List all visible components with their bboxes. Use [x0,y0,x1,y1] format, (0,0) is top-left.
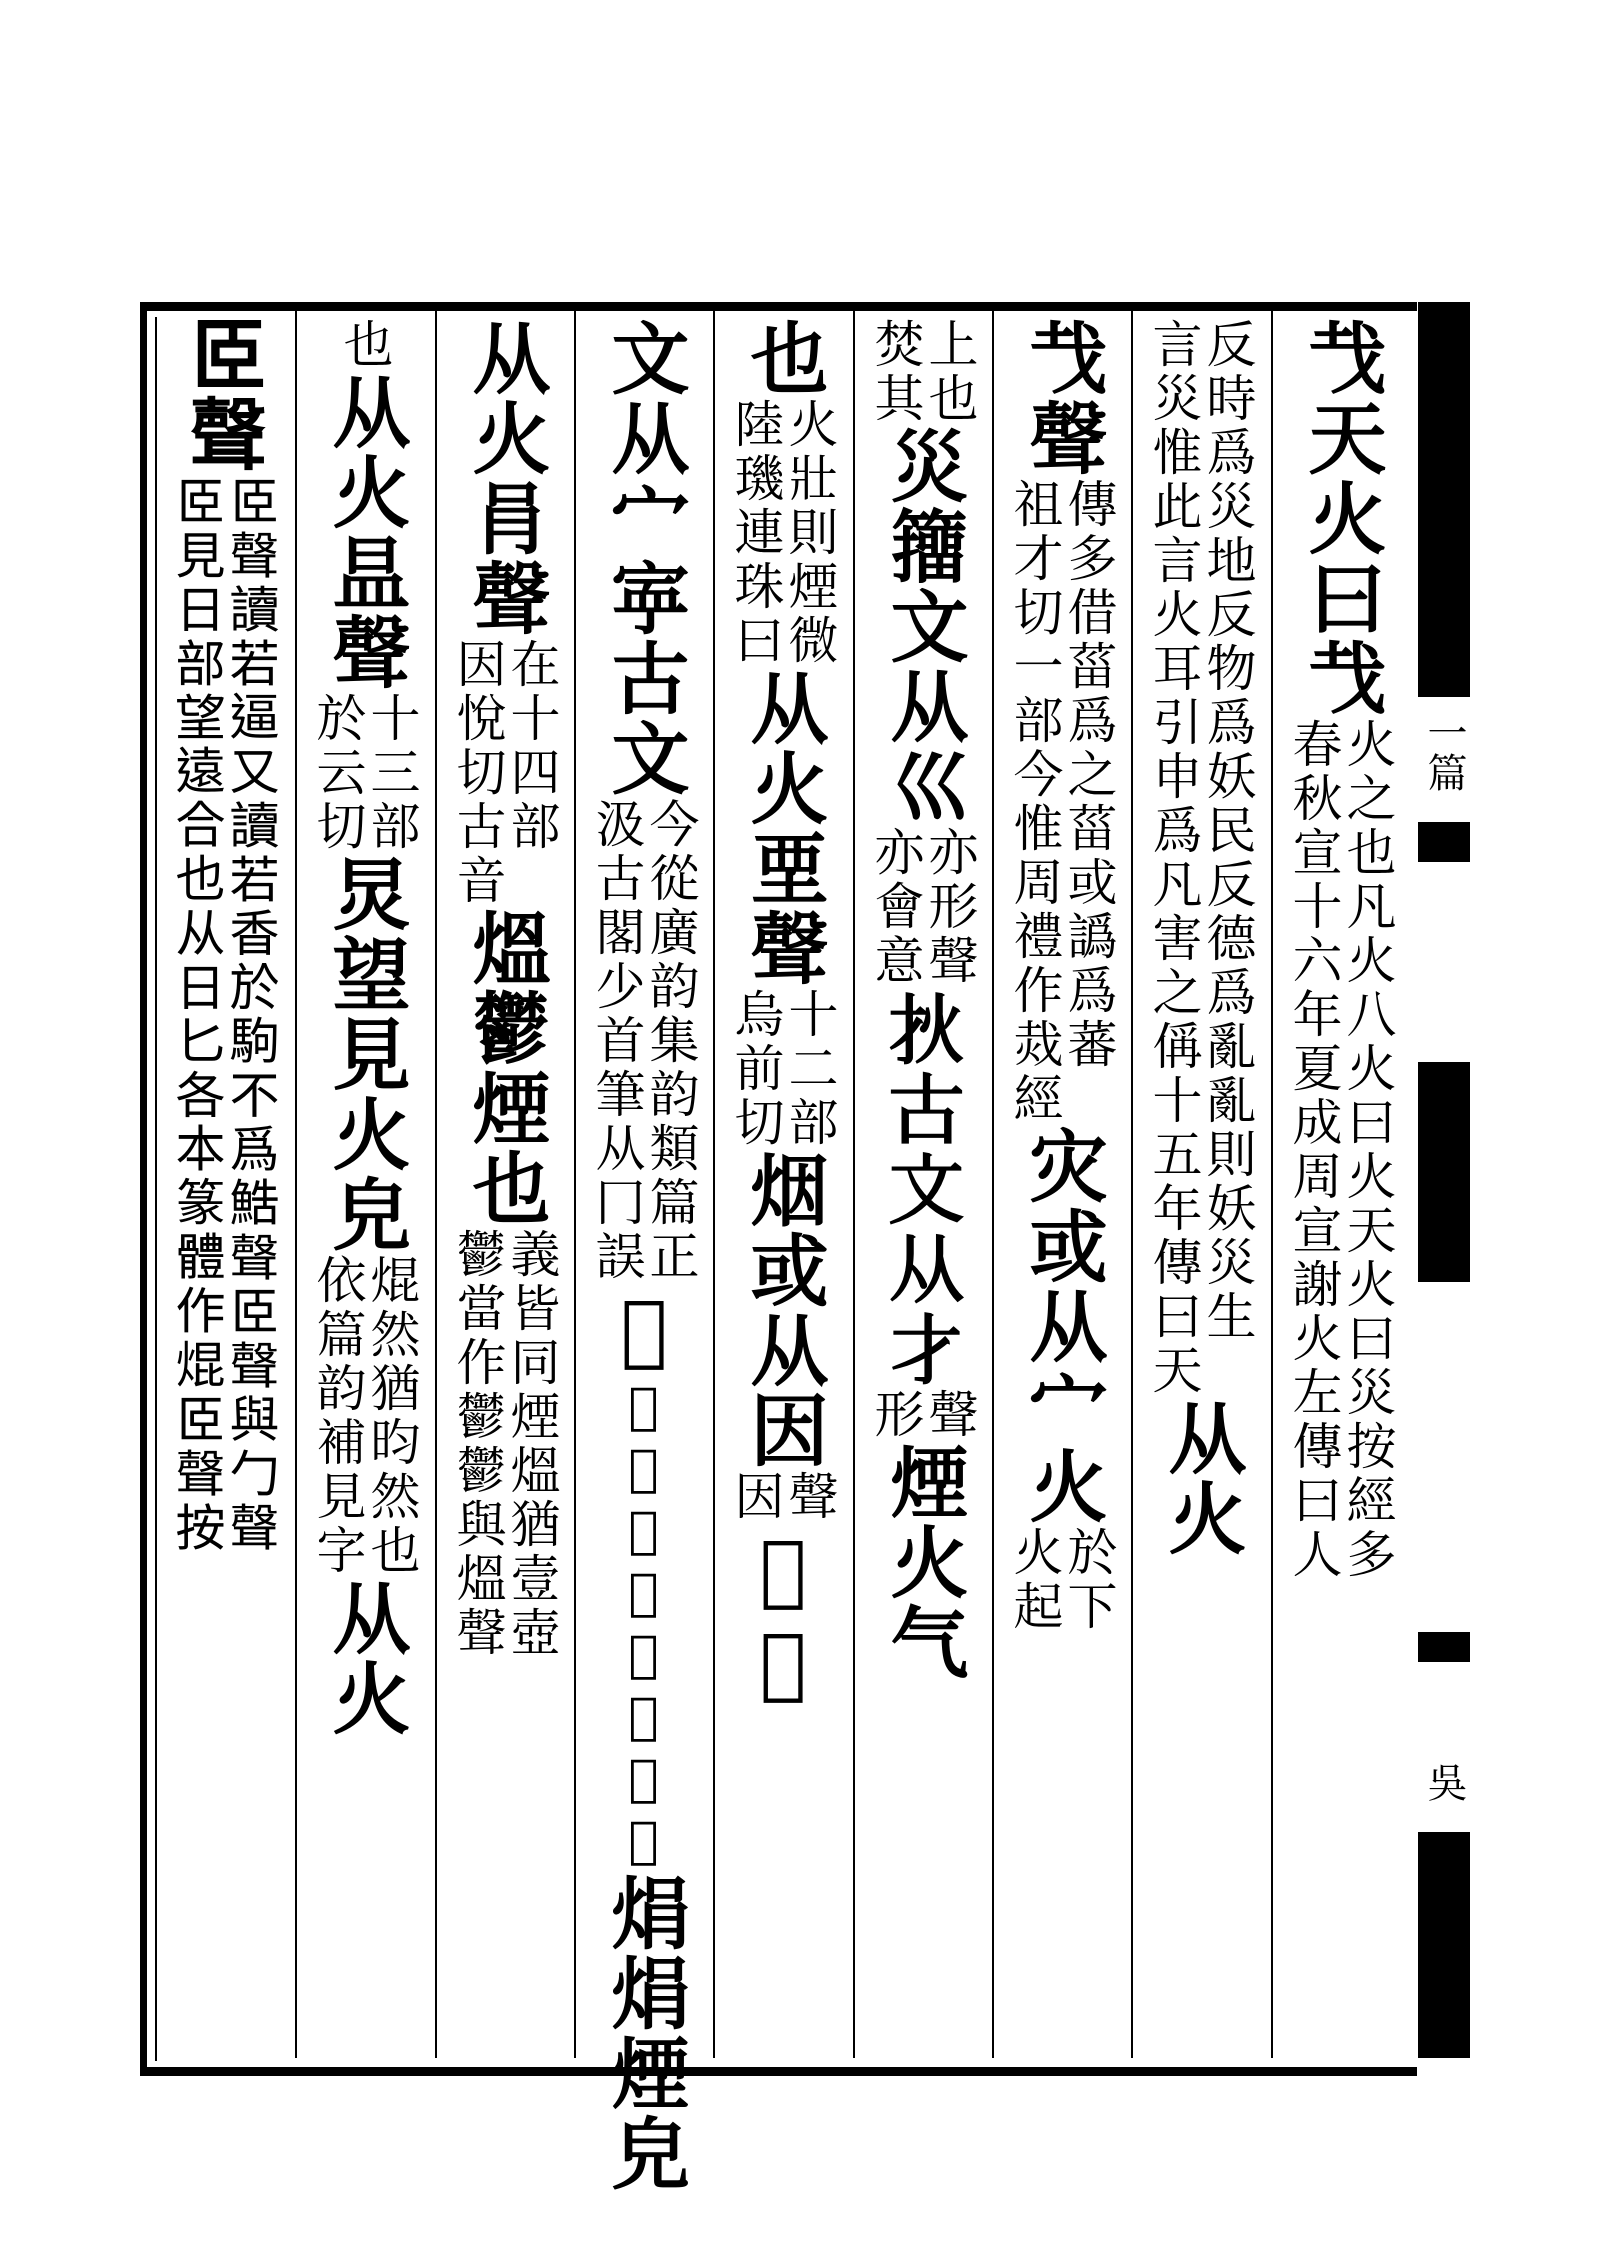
commentary-line: 𦣞見日部望遠合也从日匕各本篆體作焜𦣞聲按 [169,478,228,1558]
commentary-line: 𦣞聲讀若逼又讀若香於駒不爲鯌聲𦣞聲與勹聲 [223,478,282,1558]
commentary-line: 火之也凡火八火曰火天火曰災按經多 [1338,718,1397,1582]
commentary-line: 亦形聲 [920,826,979,988]
main-text: 从火肙聲 [459,318,551,638]
commentary-line: 春秋宣十六年夏成周宣謝火左傳曰人 [1284,718,1343,1582]
main-text: 从火昷聲 [319,372,411,692]
commentary-line: 也 [335,318,394,372]
main-text: 从火 [1155,1398,1247,1558]
commentary-line: 火壯則煙微 [780,398,839,668]
text-column [992,318,1131,2048]
commentary-line: 焜然猶昀然也 [362,1254,421,1578]
commentary-block [726,398,839,668]
commentary-line: 於下 [1059,1526,1118,1634]
commentary-line: 烏前切 [726,988,785,1150]
commentary-block [866,1388,979,1442]
commentary-block [1144,318,1257,1398]
commentary-line: 十二部 [780,988,839,1150]
commentary-block [308,692,421,854]
commentary-line: 在十四部 [502,638,561,854]
commentary-line: 汲古閣少首筆从冂誤 [587,798,646,1284]
main-text: 焆焆煙皃 [598,1873,690,2193]
main-text: 炅望見火皃 [319,854,411,1254]
commentary-block [448,638,561,908]
commentary-line: 傳多借菑爲之菑或譌爲蕃 [1059,478,1118,1072]
commentary-block [726,988,839,1150]
commentary-block [308,1254,421,1578]
commentary-line: 言災惟此言火耳引申爲凡害之偁十五年傳曰天 [1144,318,1203,1398]
commentary-line: 火起 [1005,1526,1064,1634]
main-text: 从火 [319,1578,411,1738]
main-text: 烟或从因 [737,1150,829,1470]
commentary-block [866,826,979,988]
commentary-block [614,1377,673,1873]
commentary-line: 聲 [780,1470,839,1524]
commentary-line: 陸璣連珠曰 [726,398,785,668]
main-text: 𢦏天火曰𢦏 [1295,318,1387,718]
commentary-line: 鬱當作鬱鬱與熅聲 [448,1228,507,1660]
main-text: 𢦏聲 [1016,318,1108,478]
main-text: 从火垔聲 [737,668,829,988]
commentary-line: 焚其 [866,318,925,426]
commentary-line: 祖才切一部今惟周禮作烖經 [1005,478,1064,1126]
commentary-line: 上也 [920,318,979,426]
text-column [574,318,713,2193]
main-text: 𦣞聲 [180,318,272,478]
fishtail-block [1418,302,1470,2058]
main-text: 災籒文从巛 [877,426,969,826]
text-column [156,318,295,2048]
commentary-line: 今從廣韵集韵類篇正 [641,798,700,1284]
text-column [295,318,434,2048]
main-text: 也 [737,318,829,398]
commentary-line: 亦會意 [866,826,925,988]
commentary-line: 聲 [920,1388,979,1442]
commentary-block [1284,718,1397,1582]
commentary-line: 因悅切古音 [448,638,507,908]
main-text: 灾或从宀火 [1016,1126,1108,1526]
text-column [713,318,852,2048]
commentary-line: 𤒎當作鬱鬱與熅聲 [614,1377,673,1873]
main-text: 𤆎古文从才 [877,988,969,1388]
commentary-block [1005,1526,1118,1634]
commentary-block [448,1228,561,1660]
main-text: 𤒎 [598,1284,690,1377]
main-text: 文从宀 [598,318,690,558]
commentary-line: 形 [866,1388,925,1442]
commentary-block [726,1470,839,1524]
commentary-block [587,798,700,1284]
commentary-block [169,478,282,1558]
commentary-line: 於云切 [308,692,367,854]
commentary-line: 依篇韵補見字 [308,1254,367,1578]
commentary-line: 義皆同煙熅猶壹壺 [502,1228,561,1660]
main-text: 𡏿籒 [737,1524,829,1710]
main-text: 熅鬱煙也 [459,908,551,1228]
chapter-label: 一篇 [1421,712,1467,792]
main-text: 𡨴古文 [598,558,690,798]
text-column [853,318,992,2048]
main-text: 煙火气 [877,1442,969,1682]
commentary-block [335,318,394,372]
commentary-block [1005,478,1118,1126]
text-column [1131,318,1270,2048]
text-column [1271,318,1410,2048]
commentary-line: 因 [726,1470,785,1524]
commentary-block [866,318,979,426]
text-column [435,318,574,2048]
lower-label: 吳 [1421,1762,1467,1802]
commentary-line: 反時爲災地反物爲妖民反德爲亂亂則妖災生 [1198,318,1257,1344]
commentary-line: 十三部 [362,692,421,854]
